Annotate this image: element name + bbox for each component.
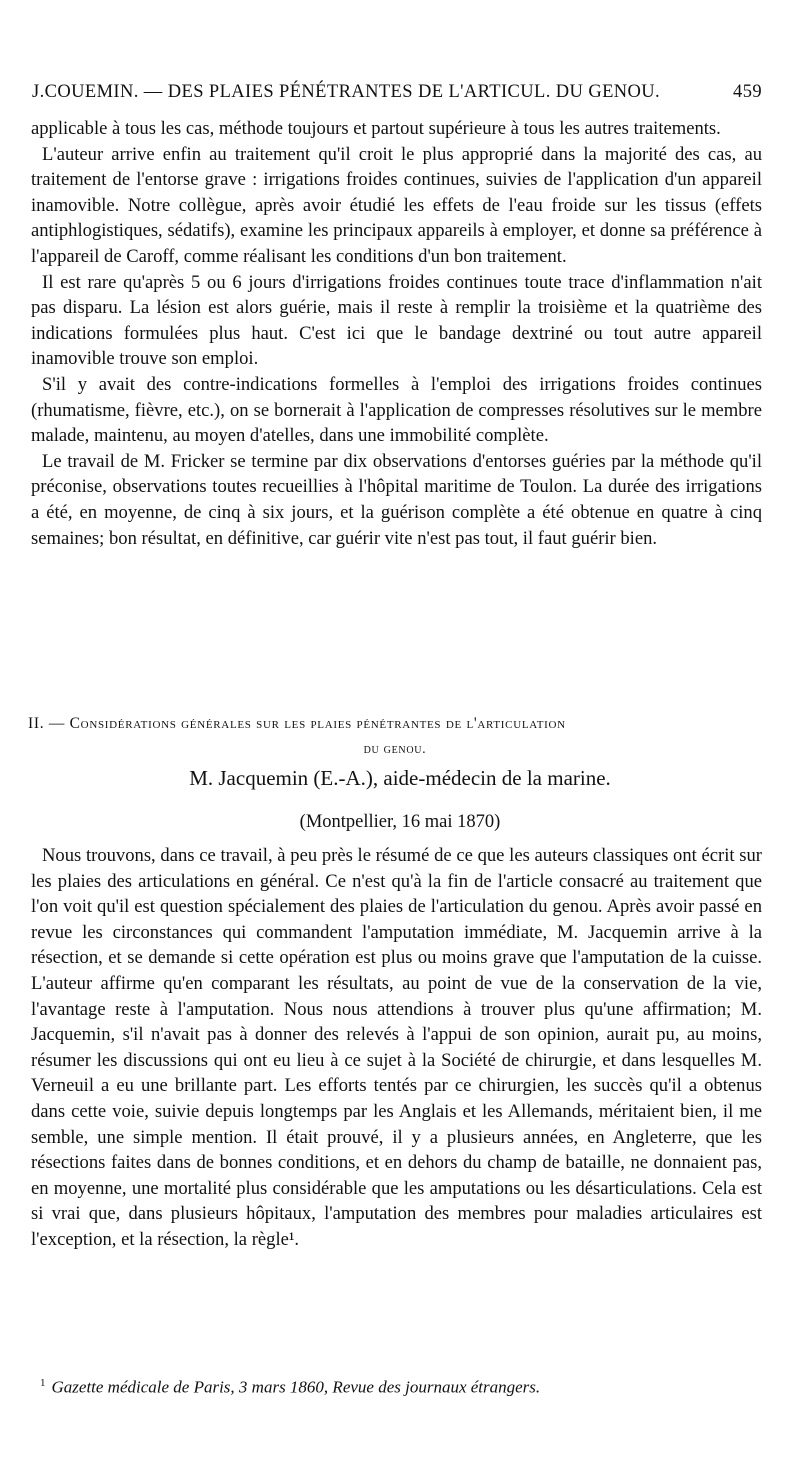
footnote-text: Gazette médicale de Paris, 3 mars 1860, Revue des journaux étrangers. — [51, 1377, 541, 1397]
section-heading — [28, 711, 762, 763]
paragraph: Nous trouvons, dans ce travail, à peu près le résumé de ce que les auteurs classiques ont écrit sur les plaies des articulations en général. Ce n'est qu'à la fin de l'article consacré au traitement que l'on voit qu'il est question spécialement des plaies de l'articulation du genou. Après avoir passé en revue les circonstances qui commandent l'amputation immédiate, M. Jacquemin arrive à la résection, et se demande si cette opération est plus ou moins grave que l'amputation de la cuisse. L'auteur affirme qu'en comparant les résultats, au point de vue de la conservation de la vie, l'avantage reste à l'amputation. Nous nous attendions à trouver plus qu'une affirmation; M. Jacquemin, s'il n'avait pas à donner des relevés à l'appui de son opinion, aurait pu, au moins, résumer les discussions qui ont eu lieu à ce sujet à la Société de chirurgie, et dans lesquelles M. Verneuil a eu une brillante part. Les efforts tentés par ce chirurgien, les succès qu'il a obtenus dans cette voie, suivie depuis longtemps par les Anglais et les Allemands, méritaient bien, il me semble, une simple mention. Il était prouvé, il y a plusieurs années, en Angleterre, que les résections faites dans de bonnes conditions, et en dehors du champ de bataille, ne donnaient pas, en moyenne, une mortalité plus considérable que les amputations ou les désarticulations. Cela est si vrai que, dans plusieurs hôpitaux, l'amputation des membres pour maladies articulaires est l'exception, et la résection, la règle¹. — [31, 845, 762, 1250]
section-heading-line1: II. — Considérations générales sur les plaies pénétrantes de l'articulation — [28, 715, 566, 732]
place-date: (Montpellier, 16 mai 1870) — [299, 812, 501, 832]
paragraph: Il est rare qu'après 5 ou 6 jours d'irrigations froides continues toute trace d'inflammation n'ait pas disparu. La lésion est alors guérie, mais il reste à remplir la troisième et la quatrième des indications formulées plus haut. C'est ici que le bandage dextriné ou tout autre appareil inamovible trouve son emploi. — [31, 271, 762, 370]
body-text-after — [31, 843, 762, 1253]
paragraph: L'auteur arrive enfin au traitement qu'il croit le plus approprié dans la majorité des cas, au traitement de l'entorse grave : irrigations froides continues, suivies de l'application d'un appareil inamovible. Notre collègue, après avoir étudié les effets de l'eau froide sur les tissus (effets antiphlogistiques, sédatifs), examine les principaux appareils à employer, et donne sa préférence à l'appareil de Caroff, comme réalisant les conditions d'un bon traitement. — [31, 143, 762, 267]
page-number: 459 — [733, 82, 762, 102]
paragraph: applicable à tous les cas, méthode toujours et partout supérieure à tous les autres traitements. — [31, 118, 721, 139]
section-heading-line2: du genou. — [363, 742, 427, 757]
footnote — [40, 1377, 762, 1398]
body-text-before — [31, 116, 762, 551]
paragraph: S'il y avait des contre-indications formelles à l'emploi des irrigations froides continues (rhumatisme, fièvre, etc.), on se bornerait à l'application de compresses résolutives sur le membre malade, maintenu, au moyen d'atelles, dans une immobilité complète. — [31, 373, 762, 447]
footnote-mark: 1 — [40, 1377, 46, 1389]
author-line: M. Jacquemin (E.-A.), aide-médecin de la marine. — [189, 766, 611, 790]
running-title: J.COUEMIN. — DES PLAIES PÉNÉTRANTES DE L'ARTICUL. DU GENOU. — [32, 82, 661, 102]
paragraph: Le travail de M. Fricker se termine par dix observations d'entorses guéries par la méthode qu'il préconise, observations toutes recueillies à l'hôpital maritime de Toulon. La durée des irrigations a été, en moyenne, de cinq à six jours, et la guérison complète a été obtenue en quatre à cinq semaines; bon résultat, en définitive, car guérir vite n'est pas tout, il faut guérir bien. — [31, 450, 762, 549]
running-header — [32, 82, 762, 103]
